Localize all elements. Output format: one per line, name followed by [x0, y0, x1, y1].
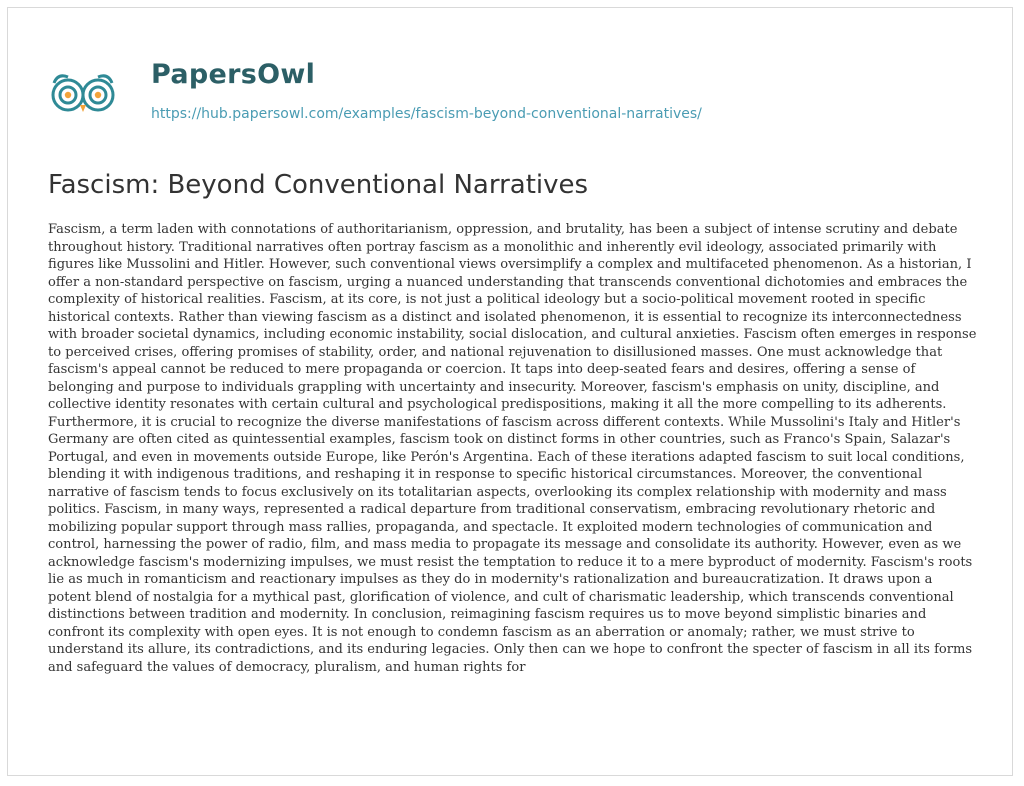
- article-body: Fascism, a term laden with connotations of authoritarianism, oppression, and brutality, has been a subject of intense scrutiny and debate throughout history. Traditional narratives often portray fascism as a monolithic and inherently evil ideology, associated primarily with figures like Mussolini and Hitler. However, such conventional views oversimplify a complex and multifaceted phenomenon. As a historian, I offer a non-standard perspective on fascism, urging a nuanced understanding that transcends conventional dichotomies and embraces the complexity of historical realities. Fascism, at its core, is not just a political ideology but a socio-political movement rooted in specific historical contexts. Rather than viewing fascism as a distinct and isolated phenomenon, it is essential to recognize its interconnectedness with broader societal dynamics, including economic instability, social dislocation, and cultural anxieties. Fascism often emerges in response to perceived crises, offering promises of stability, order, and national rejuvenation to disillusioned masses. One must acknowledge that fascism's appeal cannot be reduced to mere propaganda or coercion. It taps into deep-seated fears and desires, offering a sense of belonging and purpose to individuals grappling with uncertainty and insecurity. Moreover, fascism's emphasis on unity, discipline, and collective identity resonates with certain cultural and psychological predispositions, making it all the more compelling to its adherents. Furthermore, it is crucial to recognize the diverse manifestations of fascism across different contexts. While Mussolini's Italy and Hitler's Germany are often cited as quintessential examples, fascism took on distinct forms in other countries, such as Franco's Spain, Salazar's Portugal, and even in movements outside Europe, like Perón's Argentina. Each of these iterations adapted fascism to suit local conditions, blending it with indigenous traditions, and reshaping it in response to specific historical circumstances. Moreover, the conventional narrative of fascism tends to focus exclusively on its totalitarian aspects, overlooking its complex relationship with modernity and mass politics. Fascism, in many ways, represented a radical departure from traditional conservatism, embracing revolutionary rhetoric and mobilizing popular support through mass rallies, propaganda, and spectacle. It exploited modern technologies of communication and control, harnessing the power of radio, film, and mass media to propagate its message and consolidate its authority. However, even as we acknowledge fascism's modernizing impulses, we must resist the temptation to reduce it to a mere byproduct of modernity. Fascism's roots lie as much in romanticism and reactionary impulses as they do in modernity's rationalization and bureaucratization. It draws upon a potent blend of nostalgia for a mythical past, glorification of violence, and cult of charismatic leadership, which transcends conventional distinctions between tradition and modernity. In conclusion, reimagining fascism requires us to move beyond simplistic binaries and confront its complexity with open eyes. It is not enough to condemn fascism as an aberration or anomaly; rather, we must strive to understand its allure, its contradictions, and its enduring legacies. Only then can we hope to confront the specter of fascism in all its forms and safeguard the values of democracy, pluralism, and human rights for: [48, 222, 977, 675]
- site-header: [48, 55, 948, 135]
- article-url-link[interactable]: https://hub.papersowl.com/examples/fascism-beyond-conventional-narratives/: [151, 106, 702, 122]
- owl-logo-icon: [48, 69, 118, 121]
- article-title: Fascism: Beyond Conventional Narratives: [48, 170, 589, 200]
- brand-name[interactable]: PapersOwl: [151, 59, 316, 90]
